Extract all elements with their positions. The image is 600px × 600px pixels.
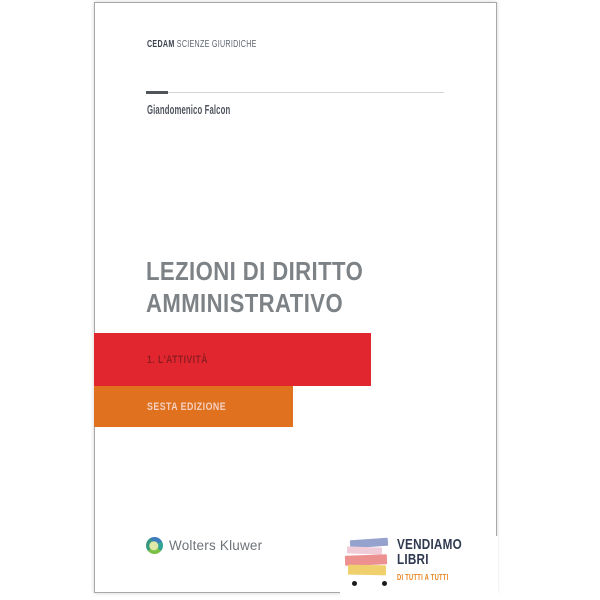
cart-wheel-right-icon <box>382 581 387 586</box>
book-title <box>146 255 363 319</box>
book-spine-yellow-icon <box>348 565 386 576</box>
series-label: SCIENZE GIURIDICHE <box>174 38 257 50</box>
divider-accent-segment <box>146 91 168 94</box>
seller-tagline: DI TUTTI A TUTTI <box>397 573 449 582</box>
title-line-2: AMMINISTRATIVO <box>146 288 344 318</box>
book-stack-cart-icon <box>340 536 395 596</box>
divider-rule <box>168 92 444 93</box>
seller-name <box>397 537 462 567</box>
volume-banner-label: 1. L'ATTIVITÀ <box>147 353 208 366</box>
volume-banner <box>94 333 371 386</box>
series-divider <box>146 91 444 94</box>
wolters-kluwer-globe-icon <box>146 537 163 554</box>
publisher-logo <box>146 537 262 554</box>
seller-name-line-1: VENDIAMO <box>397 536 462 553</box>
series-brand: CEDAM <box>147 38 175 50</box>
book-cover <box>94 2 497 593</box>
seller-badge <box>340 536 498 596</box>
title-line-1: LEZIONI DI DIRITTO <box>146 256 364 286</box>
publisher-name: Wolters Kluwer <box>169 538 263 553</box>
book-spine-pink-icon <box>347 546 382 554</box>
edition-banner-label: SESTA EDIZIONE <box>147 400 227 413</box>
seller-name-line-2: LIBRI <box>397 551 429 568</box>
edition-banner <box>94 386 293 427</box>
author-name: Giandomenico Falcon <box>147 103 231 117</box>
series-header <box>147 38 257 50</box>
cart-wheel-left-icon <box>352 581 357 586</box>
